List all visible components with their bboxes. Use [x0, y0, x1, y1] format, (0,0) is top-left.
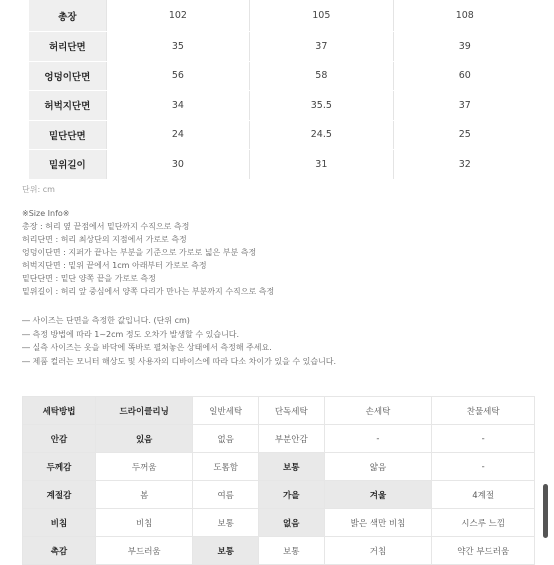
size-cell: 56 — [106, 61, 249, 91]
wash-cell: 비침 — [96, 509, 193, 537]
size-cell: 24 — [106, 120, 249, 150]
wash-cell: 부드러움 — [96, 537, 193, 565]
wash-cell: 4계절 — [432, 481, 535, 509]
wash-row — [23, 425, 535, 453]
size-cell: 105 — [250, 0, 393, 32]
wash-cell: 겨울 — [324, 481, 432, 509]
wash-cell: - — [432, 425, 535, 453]
wash-row — [23, 537, 535, 565]
wash-cell: 부분안감 — [258, 425, 324, 453]
size-row-label: 허리단면 — [29, 32, 106, 62]
size-cell: 37 — [393, 91, 536, 121]
size-cell: 37 — [250, 32, 393, 62]
size-cell: 58 — [250, 61, 393, 91]
wash-row-label: 세탁방법 — [23, 397, 96, 425]
size-cell: 102 — [106, 0, 249, 32]
wash-row — [23, 453, 535, 481]
wash-cell: 없음 — [193, 425, 259, 453]
size-info-line: 총장 : 허리 옆 끝점에서 밑단까지 수직으로 측정 — [22, 222, 190, 231]
notes — [22, 314, 336, 368]
size-cell: 108 — [393, 0, 536, 32]
wash-cell: 도톰함 — [193, 453, 259, 481]
size-cell: 31 — [250, 150, 393, 180]
wash-row — [23, 481, 535, 509]
size-row-label: 허벅지단면 — [29, 91, 106, 121]
size-row-label: 엉덩이단면 — [29, 61, 106, 91]
wash-cell: 드라이클리닝 — [96, 397, 193, 425]
size-table — [29, 0, 536, 180]
size-cell: 25 — [393, 120, 536, 150]
note-line: ― 실측 사이즈는 옷을 바닥에 똑바로 펼쳐놓은 상태에서 측정해 주세요. — [22, 343, 272, 352]
wash-table — [22, 396, 535, 565]
unit-label: 단위: cm — [22, 185, 55, 194]
size-cell: 35.5 — [250, 91, 393, 121]
wash-cell: 단독세탁 — [258, 397, 324, 425]
wash-row-label: 안감 — [23, 425, 96, 453]
wash-cell: 가을 — [258, 481, 324, 509]
size-row — [29, 120, 536, 150]
wash-cell: 찬물세탁 — [432, 397, 535, 425]
size-cell: 32 — [393, 150, 536, 180]
size-row — [29, 61, 536, 91]
size-cell: 39 — [393, 32, 536, 62]
size-info-line: 밑단단면 : 밑단 양쪽 끝을 가로로 측정 — [22, 274, 156, 283]
wash-cell: 시스루 느낌 — [432, 509, 535, 537]
wash-cell: - — [324, 425, 432, 453]
size-row-label: 총장 — [29, 0, 106, 32]
size-row — [29, 150, 536, 180]
wash-cell: 보통 — [258, 537, 324, 565]
size-info — [22, 207, 274, 298]
wash-row-label: 두께감 — [23, 453, 96, 481]
size-row — [29, 0, 536, 32]
size-cell: 30 — [106, 150, 249, 180]
wash-row-label: 비침 — [23, 509, 96, 537]
wash-cell: 있음 — [96, 425, 193, 453]
note-line: ― 사이즈는 단면을 측정한 값입니다. (단위 cm) — [22, 316, 190, 325]
wash-cell: 두꺼움 — [96, 453, 193, 481]
wash-cell: 약간 부드러움 — [432, 537, 535, 565]
wash-cell: 여름 — [193, 481, 259, 509]
size-info-title: ※Size Info※ — [22, 209, 70, 218]
size-cell: 24.5 — [250, 120, 393, 150]
wash-cell: 얇음 — [324, 453, 432, 481]
wash-cell: - — [432, 453, 535, 481]
size-row — [29, 91, 536, 121]
wash-cell: 보통 — [193, 537, 259, 565]
note-line: ― 제품 컬러는 모니터 해상도 및 사용자의 디바이스에 따라 다소 차이가 있을 수 있습니다. — [22, 356, 337, 366]
note-line: ― 측정 방법에 따라 1~2cm 정도 오차가 발생할 수 있습니다. — [22, 329, 240, 339]
wash-cell: 밝은 색만 비침 — [324, 509, 432, 537]
wash-row — [23, 397, 535, 425]
size-info-line: 허벅지단면 : 밑위 끝에서 1cm 아래부터 가로로 측정 — [22, 261, 207, 270]
scrollbar-thumb[interactable] — [543, 484, 548, 538]
wash-cell: 보통 — [193, 509, 259, 537]
wash-cell: 거침 — [324, 537, 432, 565]
size-row-label: 밑단단면 — [29, 120, 106, 150]
size-row-label: 밑위길이 — [29, 150, 106, 180]
wash-row-label: 계절감 — [23, 481, 96, 509]
wash-cell: 손세탁 — [324, 397, 432, 425]
wash-cell: 보통 — [258, 453, 324, 481]
size-cell: 35 — [106, 32, 249, 62]
size-cell: 60 — [393, 61, 536, 91]
size-cell: 34 — [106, 91, 249, 121]
wash-cell: 일반세탁 — [193, 397, 259, 425]
size-info-line: 엉덩이단면 : 지퍼가 끝나는 부분을 기준으로 가로로 넓은 부분 측정 — [22, 248, 257, 257]
size-info-line: 밑위길이 : 허리 앞 중심에서 양쪽 다리가 만나는 부분까지 수직으로 측정 — [22, 287, 275, 296]
size-info-line: 허리단면 : 허리 최상단의 지점에서 가로로 측정 — [22, 235, 187, 244]
wash-cell: 없음 — [258, 509, 324, 537]
wash-row — [23, 509, 535, 537]
size-row — [29, 32, 536, 62]
wash-cell: 봄 — [96, 481, 193, 509]
wash-row-label: 촉감 — [23, 537, 96, 565]
